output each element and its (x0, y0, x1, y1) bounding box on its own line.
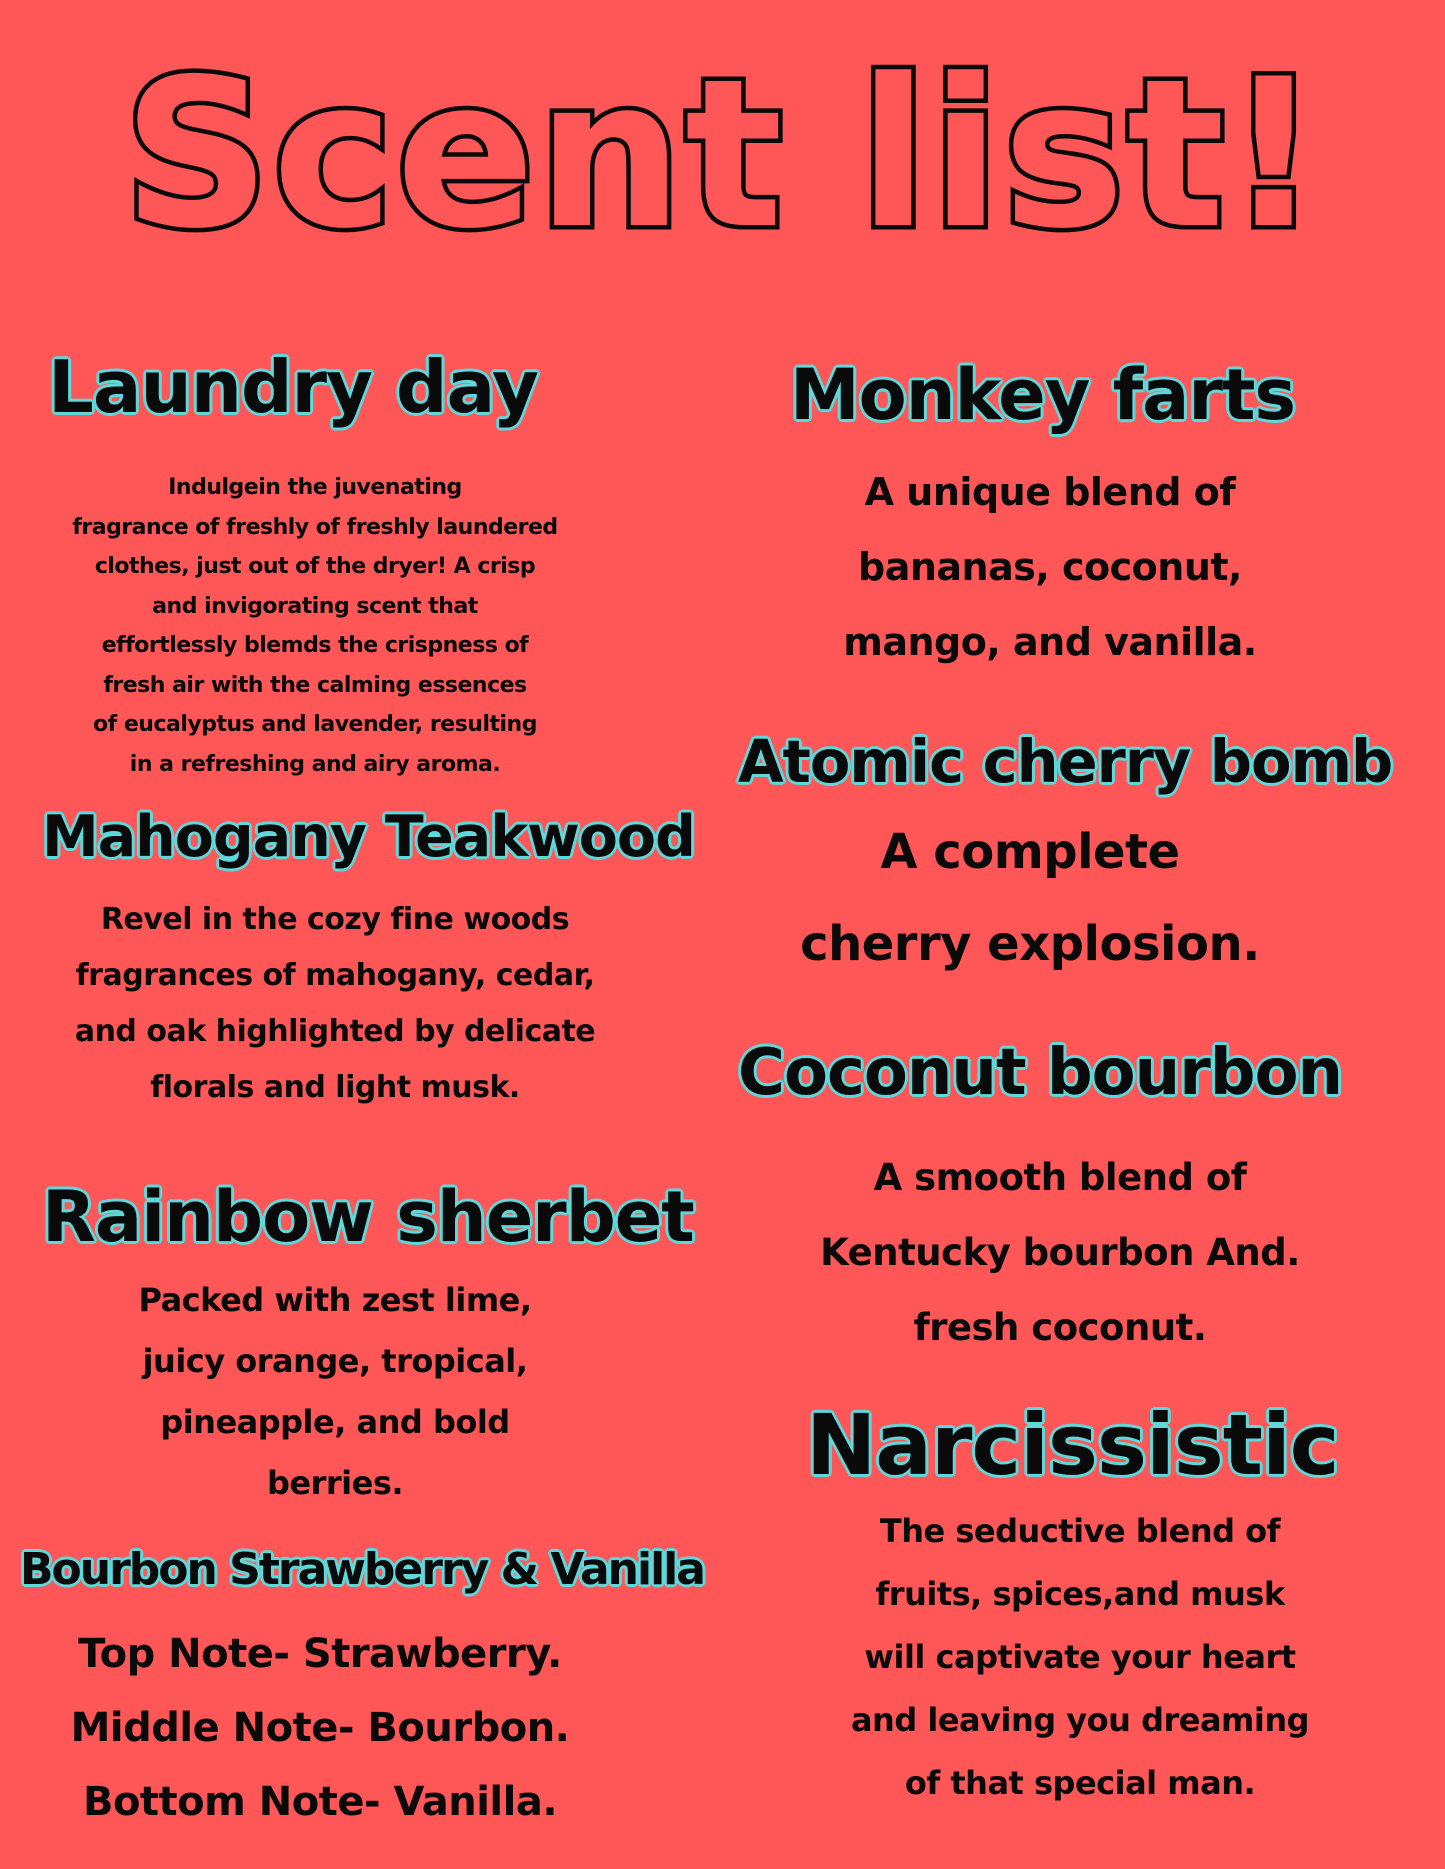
scent-name-atomic-cherry-bomb: Atomic cherry bomb (738, 727, 1393, 796)
scent-description-mahogany-teakwood: Revel in the cozy fine woods fragrances of mahogany, cedar, and oak highlighted by delicate florals and light musk. (74, 902, 596, 1105)
scent-name-narcissistic: Narcissistic (806, 1396, 1339, 1494)
scent-name-bourbon-strawberry-vanilla: Bourbon Strawberry & Vanilla (20, 1544, 704, 1595)
scent-name-monkey-farts: Monkey farts (790, 354, 1296, 436)
scent-name-rainbow-sherbet: Rainbow sherbet (42, 1176, 694, 1258)
scent-description-rainbow-sherbet: Packed with zest lime, juicy orange, tropical, pineapple, and bold berries. (138, 1281, 532, 1502)
scent-description-monkey-farts: A unique blend of bananas, coconut, mango, and vanilla. (843, 470, 1257, 664)
scent-name-coconut-bourbon: Coconut bourbon (738, 1036, 1343, 1110)
scent-description-narcissistic: The seductive blend of fruits, spices,and musk will captivate your heart and leaving you dreaming of that special man. (850, 1512, 1310, 1802)
scent-description-bourbon-strawberry-vanilla: Top Note- Strawberry. Middle Note- Bourbon. Bottom Note- Vanilla. (70, 1631, 570, 1825)
scent-name-laundry-day: Laundry day (48, 345, 538, 429)
scent-description-laundry-day: Indulgein the juvenating fragrance of freshly of freshly laundered clothes, just out of the dryer! A crisp and invigorating scent that effortlessly blemds the crispness of fresh air with the calming essences of eucalyptus and lavender, resulting in a refreshing and airy aroma. (72, 475, 558, 777)
scent-description-atomic-cherry-bomb: A complete cherry explosion. (800, 824, 1260, 972)
scent-description-coconut-bourbon: A smooth blend of Kentucky bourbon And. fresh coconut. (820, 1156, 1300, 1349)
page-title: Scent list! (122, 36, 1323, 274)
scent-name-mahogany-teakwood: Mahogany Teakwood (42, 804, 695, 870)
